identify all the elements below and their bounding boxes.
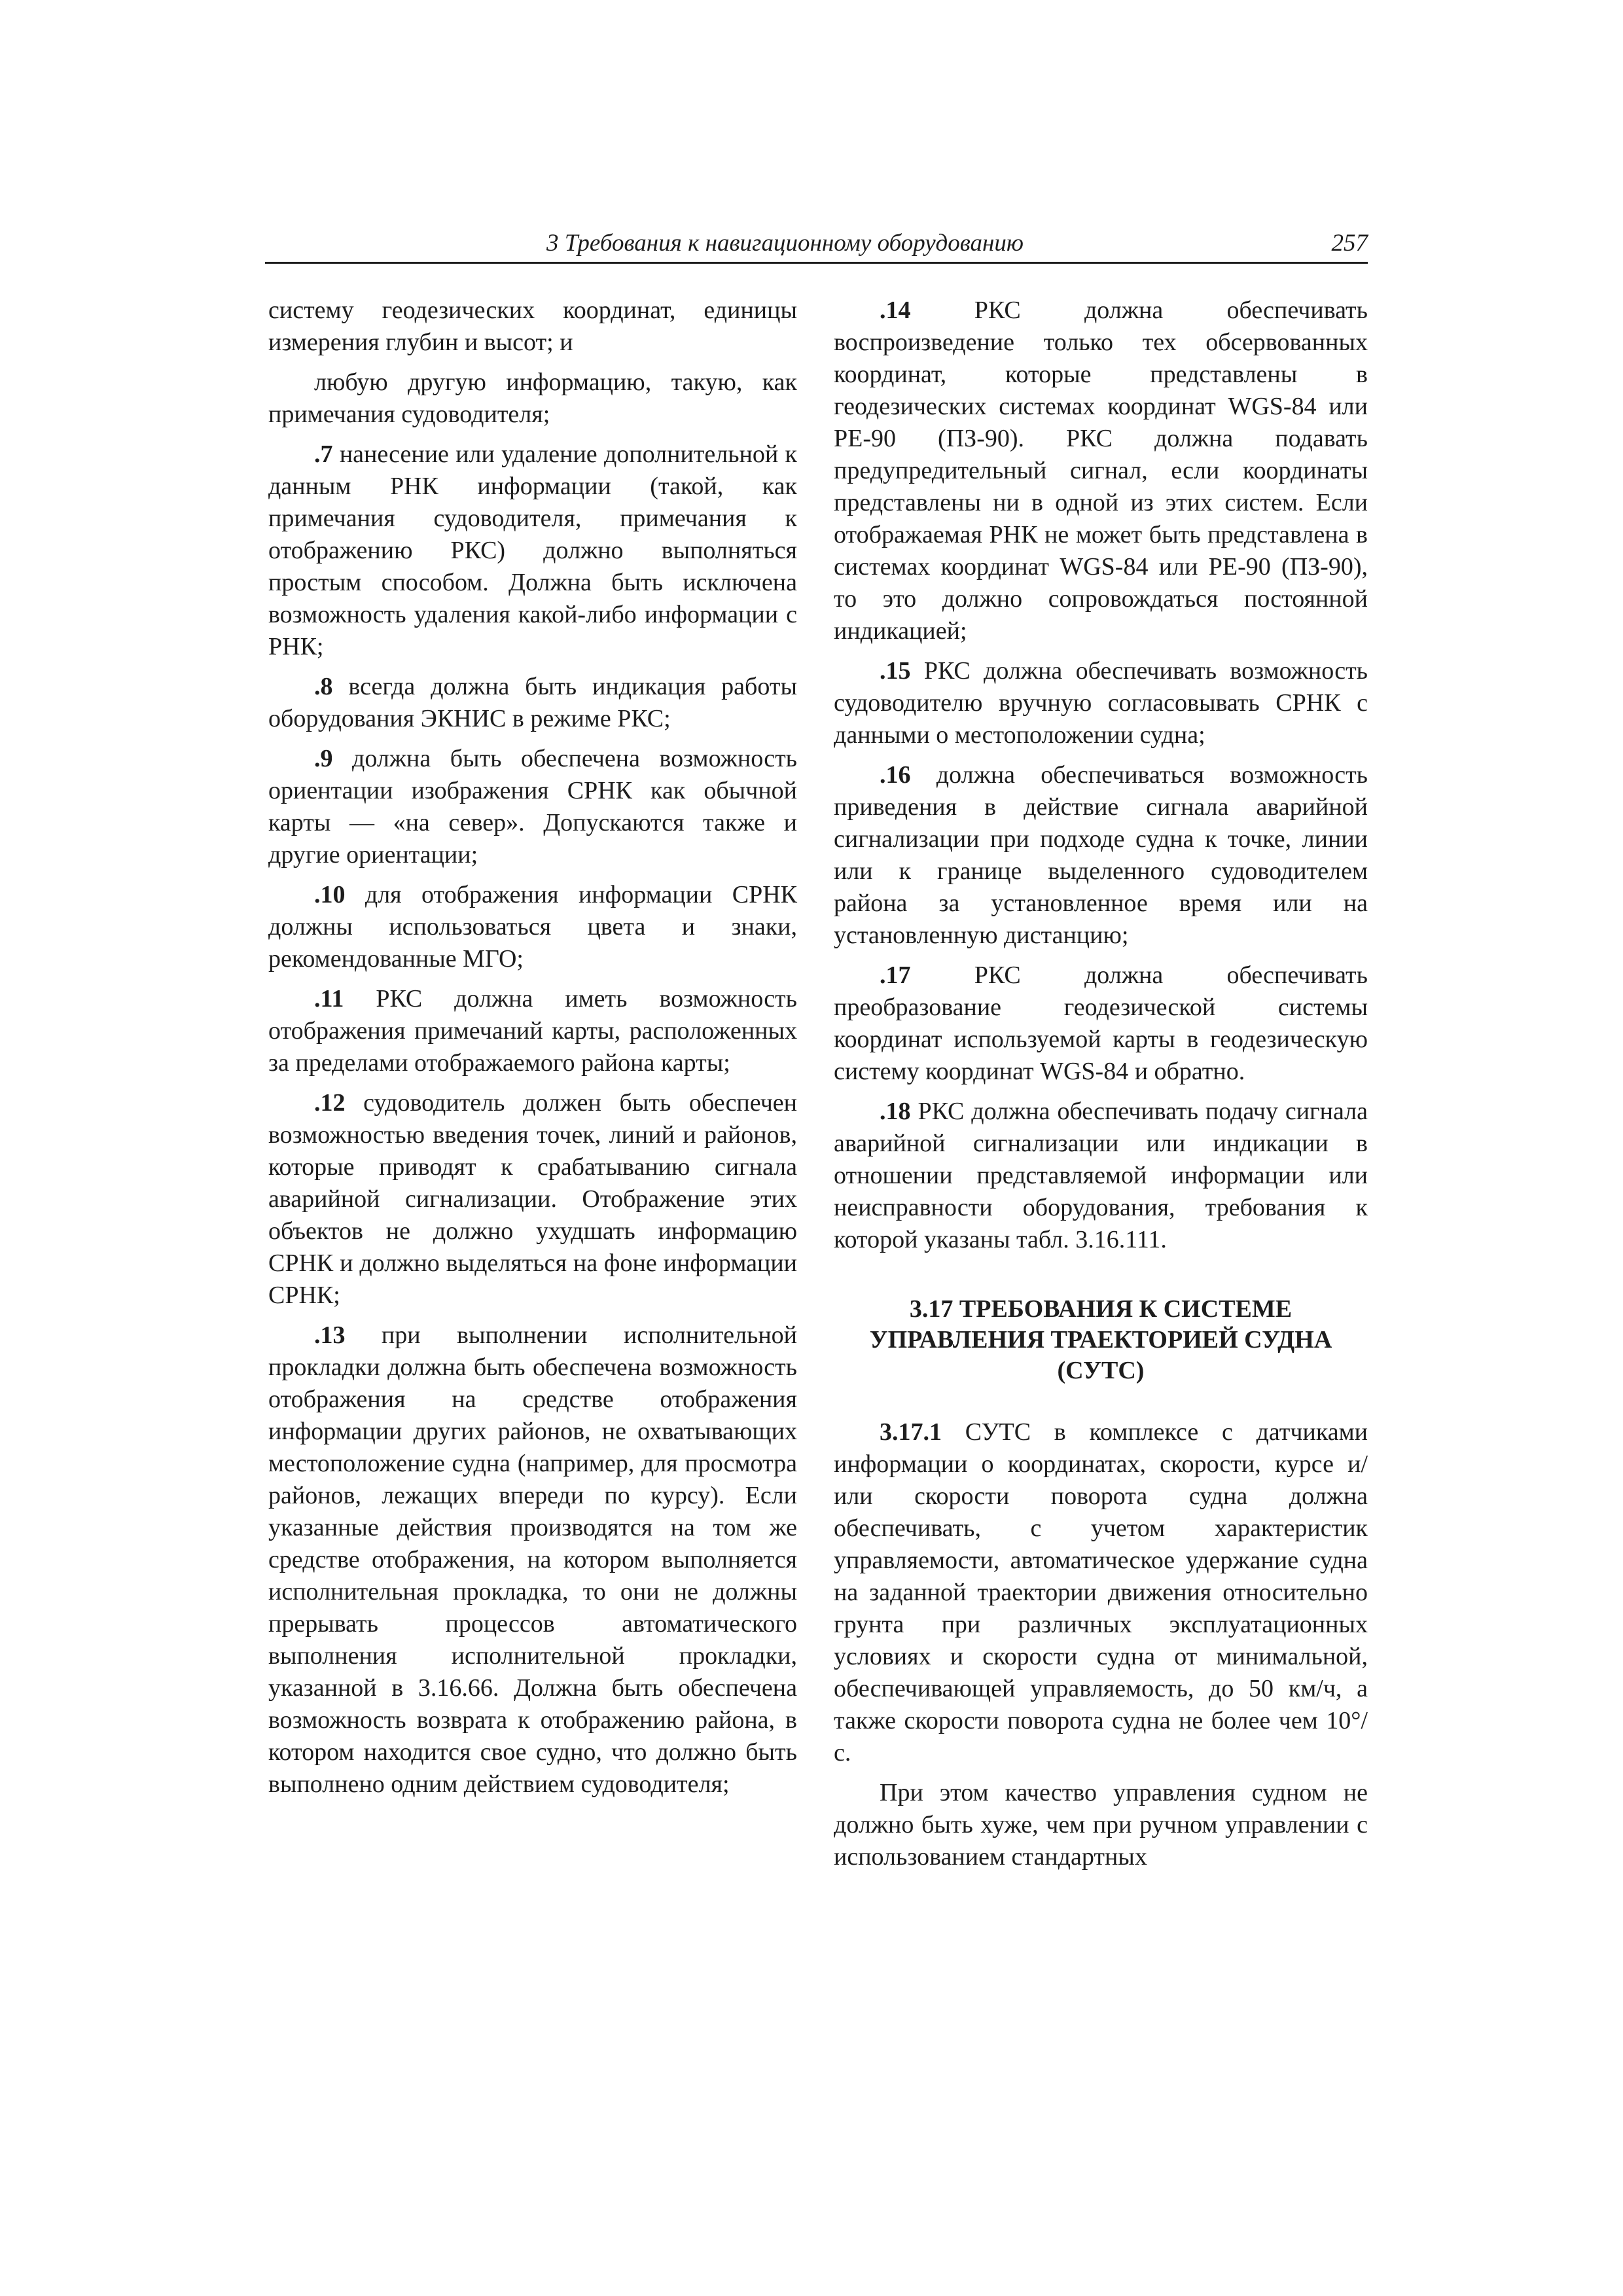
paragraph-text: СУТС в комплексе с датчиками информации о координатах, скорости, курсе и/или скорости поворота судна должна обеспечивать, с учетом характеристик управляемости, автоматическое удержание судна на заданной траектории движения относительно грунта при различных эксплуатационных условиях и скорости судна от минимальной, обеспечивающей управляемость, до 50 км/ч, а также скорости поворота судна не более чем 10°/с. xyxy=(834,1418,1368,1767)
running-head xyxy=(265,225,1368,264)
paragraph-text: При этом качество управления судном не должно быть хуже, чем при ручном управлении с использованием стандартных xyxy=(834,1779,1368,1871)
item-number: .16 xyxy=(880,761,911,789)
item-text: систему геодезических координат, единицы измерения глубин и высот; и xyxy=(268,296,797,356)
item-number: .10 xyxy=(314,881,346,908)
item-number: .9 xyxy=(314,745,333,772)
list-item xyxy=(268,439,797,663)
item-text: для отображения информации СРНК должны использоваться цвета и знаки, рекомендованные МГО; xyxy=(268,881,797,973)
item-number: .14 xyxy=(880,296,911,324)
item-text: нанесение или удаление дополнительной к данным РНК информации (такой, как примечания судоводителя, примечания к отображению РКС) должно выполняться простым способом. Должна быть исключена возможность удаления какой-либо информации с РНК; xyxy=(268,440,797,660)
item-text: должна быть обеспечена возможность ориентации изображения СРНК как обычной карты — «на север». Допускаются также и другие ориентации; xyxy=(268,745,797,869)
list-item xyxy=(834,295,1368,647)
list-item xyxy=(268,1087,797,1312)
running-head-title: 3 Требования к навигационному оборудованию xyxy=(546,230,1024,257)
list-item xyxy=(268,295,797,359)
section-heading xyxy=(834,1294,1368,1386)
section-paragraph xyxy=(834,1777,1368,1873)
section-heading-line: 3.17 ТРЕБОВАНИЯ К СИСТЕМЕ xyxy=(909,1295,1293,1323)
item-text: любую другую информацию, такую, как примечания судоводителя; xyxy=(268,368,797,428)
item-number: .15 xyxy=(880,657,911,685)
item-number: .18 xyxy=(880,1098,911,1125)
item-text: РКС должна обеспечивать подачу сигнала аварийной сигнализации или индикации в отношении представляемой информации или неисправности оборудования, требования к которой указаны табл. 3.16.111. xyxy=(834,1098,1368,1253)
list-item xyxy=(268,367,797,431)
item-text: РКС должна обеспечивать преобразование геодезической системы координат используемой карты в геодезическую систему координат WGS-84 и обратно. xyxy=(834,961,1368,1085)
page-number: 257 xyxy=(1331,230,1368,257)
section-heading-line: (СУТС) xyxy=(1057,1357,1145,1384)
list-item xyxy=(268,1319,797,1801)
item-number: .13 xyxy=(314,1321,346,1349)
list-item xyxy=(268,671,797,735)
item-number: .17 xyxy=(880,961,911,989)
item-text: всегда должна быть индикация работы оборудования ЭКНИС в режиме РКС; xyxy=(268,673,798,732)
list-item xyxy=(834,759,1368,952)
item-text: РКС должна обеспечивать возможность судоводителю вручную согласовывать СРНК с данными о местоположении судна; xyxy=(834,657,1368,749)
list-item xyxy=(834,960,1368,1088)
section-paragraph xyxy=(834,1416,1368,1769)
item-text: при выполнении исполнительной прокладки должна быть обеспечена возможность отображения на средстве отображения информации других районов, не охватывающих местоположение судна (например, для просмотра районов, лежащих впереди по курсу). Если указанные действия производятся на том же средстве отображения, на котором выполняется исполнительная прокладка, то они не должны прерывать процессов автоматического выполнения исполнительной прокладки, указанной в 3.16.66. Должна быть обеспечена возможность возврата к отображению района, в котором находится свое судно, что должно быть выполнено одним действием судоводителя; xyxy=(268,1321,798,1798)
item-text: должна обеспечиваться возможность приведения в действие сигнала аварийной сигнализации при подходе судна к точке, линии или к границе выделенного судоводителем района за установленное время или на установленную дистанцию; xyxy=(834,761,1368,949)
item-number: .7 xyxy=(314,440,333,468)
item-text: РКС должна обеспечивать воспроизведение только тех обсервованных координат, которые представлены в геодезических системах координат WGS-84 или PE-90 (ПЗ-90). РКС должна подавать предупредительный сигнал, если координаты представлены ни в одной из этих систем. Если отображаемая РНК не может быть представлена в системах координат WGS-84 или PE-90 (ПЗ-90), то это должно сопровождаться постоянной индикацией; xyxy=(834,296,1368,645)
list-item xyxy=(268,743,797,871)
list-item xyxy=(268,983,797,1079)
item-number: .11 xyxy=(314,985,344,1013)
item-text: судоводитель должен быть обеспечен возможностью введения точек, линий и районов, которые приводят к срабатыванию сигнала аварийной сигнализации. Отображение этих объектов не должно ухудшать информацию СРНК и должно выделяться на фоне информации СРНК; xyxy=(268,1089,798,1309)
list-item xyxy=(834,655,1368,751)
clause-number: 3.17.1 xyxy=(880,1418,942,1446)
item-number: .8 xyxy=(314,673,333,700)
section-heading-line: УПРАВЛЕНИЯ ТРАЕКТОРИЕЙ СУДНА xyxy=(869,1326,1332,1354)
item-number: .12 xyxy=(314,1089,346,1117)
left-column xyxy=(268,295,797,1808)
item-text: РКС должна иметь возможность отображения примечаний карты, расположенных за пределами отображаемого района карты; xyxy=(268,985,797,1077)
list-item xyxy=(268,879,797,975)
list-item xyxy=(834,1096,1368,1256)
right-column xyxy=(834,295,1368,1881)
